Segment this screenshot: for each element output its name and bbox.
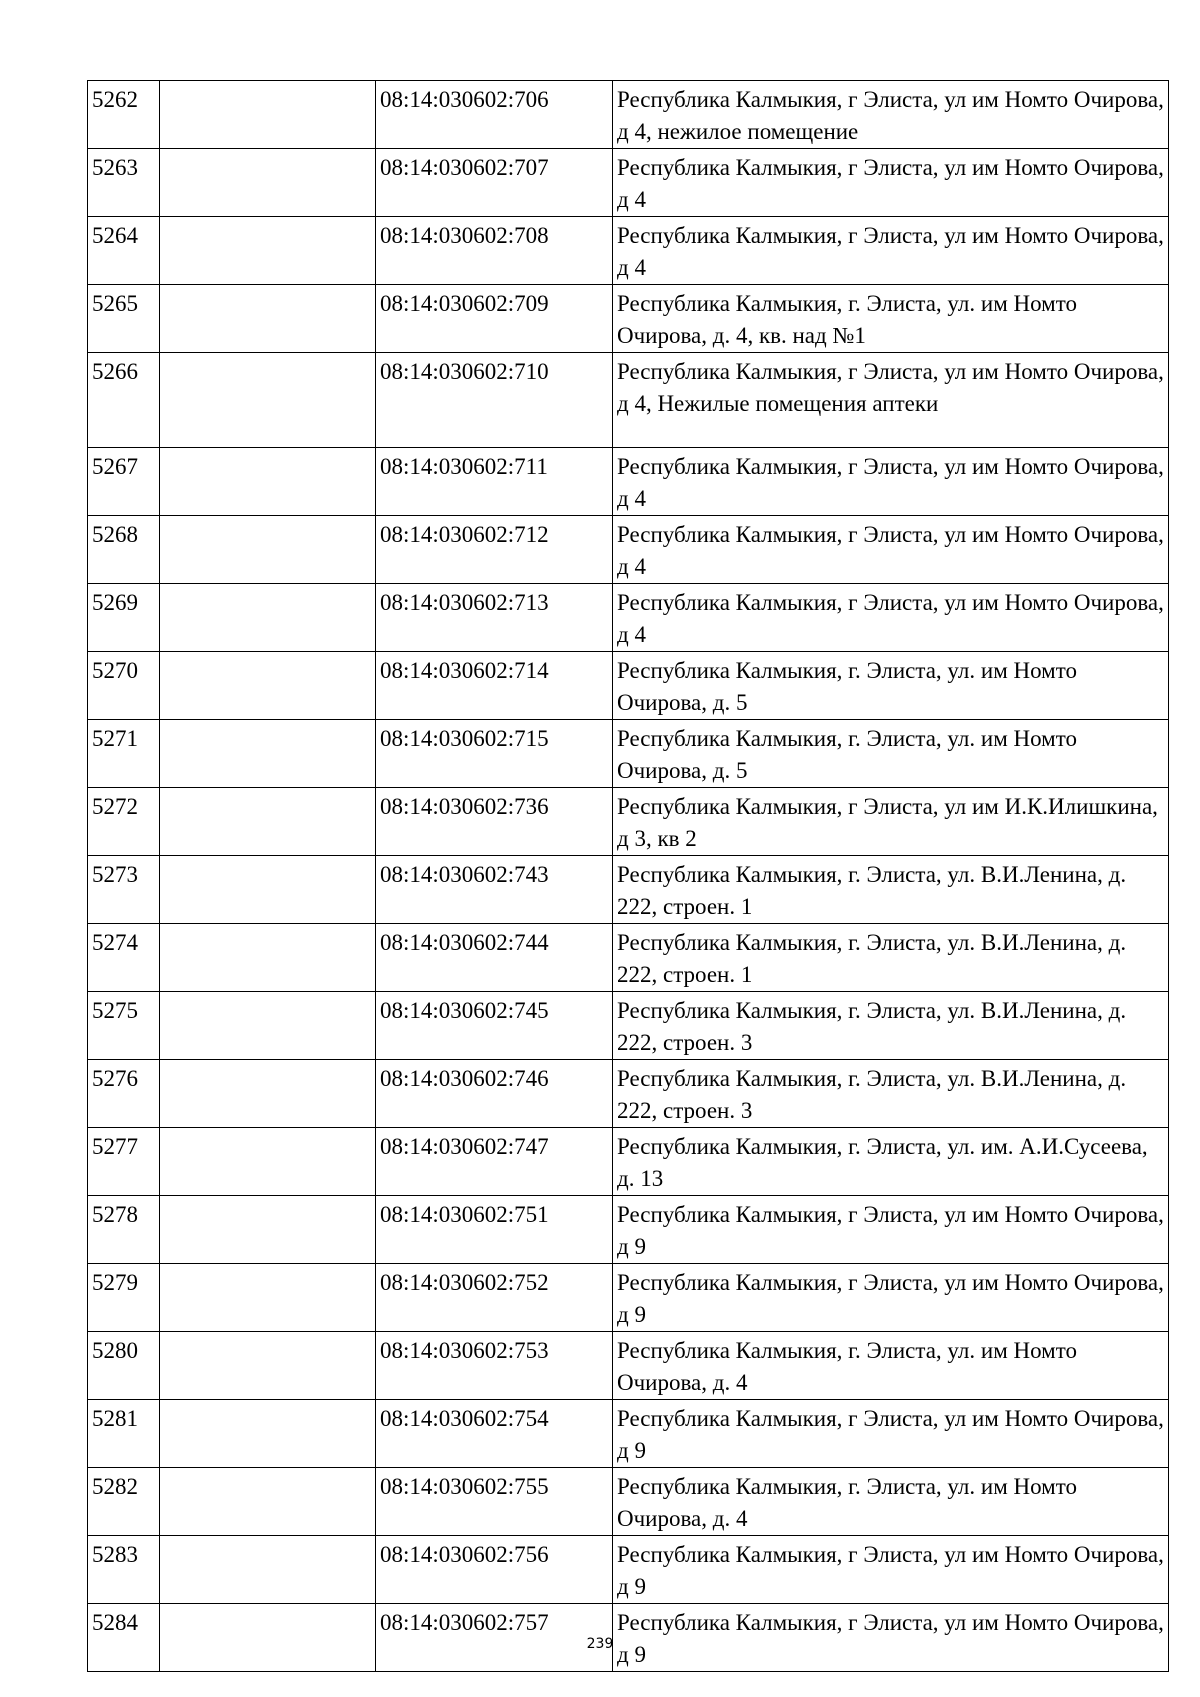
table-row xyxy=(88,720,1169,788)
row-number-cell: 5264 xyxy=(88,217,160,285)
address-cell: Республика Калмыкия, г Элиста, ул им Номто Очирова, д 9 xyxy=(613,1604,1169,1672)
blank-cell xyxy=(160,1128,376,1196)
address-cell: Республика Калмыкия, г Элиста, ул им Номто Очирова, д 9 xyxy=(613,1536,1169,1604)
cadastral-number-cell: 08:14:030602:709 xyxy=(376,285,613,353)
address-cell: Республика Калмыкия, г. Элиста, ул. В.И.Ленина, д. 222, строен. 1 xyxy=(613,924,1169,992)
table-row xyxy=(88,992,1169,1060)
blank-cell xyxy=(160,217,376,285)
address-cell: Республика Калмыкия, г. Элиста, ул. им Номто Очирова, д. 5 xyxy=(613,652,1169,720)
table-row xyxy=(88,217,1169,285)
row-number-cell: 5283 xyxy=(88,1536,160,1604)
cadastral-number-cell: 08:14:030602:754 xyxy=(376,1400,613,1468)
row-number-cell: 5282 xyxy=(88,1468,160,1536)
table-body xyxy=(88,81,1169,1672)
address-cell: Республика Калмыкия, г. Элиста, ул. им Номто Очирова, д. 4 xyxy=(613,1468,1169,1536)
cadastral-number-cell: 08:14:030602:710 xyxy=(376,353,613,448)
row-number-cell: 5270 xyxy=(88,652,160,720)
cadastral-number-cell: 08:14:030602:752 xyxy=(376,1264,613,1332)
row-number-cell: 5271 xyxy=(88,720,160,788)
table-row xyxy=(88,285,1169,353)
table-row xyxy=(88,652,1169,720)
table-row xyxy=(88,149,1169,217)
row-number-cell: 5280 xyxy=(88,1332,160,1400)
table-row xyxy=(88,584,1169,652)
blank-cell xyxy=(160,1060,376,1128)
table-row xyxy=(88,856,1169,924)
blank-cell xyxy=(160,149,376,217)
row-number-cell: 5284 xyxy=(88,1604,160,1672)
table-row xyxy=(88,1128,1169,1196)
property-register-table xyxy=(87,80,1169,1672)
blank-cell xyxy=(160,584,376,652)
blank-cell xyxy=(160,1536,376,1604)
cadastral-number-cell: 08:14:030602:736 xyxy=(376,788,613,856)
cadastral-number-cell: 08:14:030602:743 xyxy=(376,856,613,924)
cadastral-number-cell: 08:14:030602:746 xyxy=(376,1060,613,1128)
table-row xyxy=(88,516,1169,584)
cadastral-number-cell: 08:14:030602:747 xyxy=(376,1128,613,1196)
blank-cell xyxy=(160,856,376,924)
address-cell: Республика Калмыкия, г Элиста, ул им Номто Очирова, д 4 xyxy=(613,516,1169,584)
blank-cell xyxy=(160,353,376,448)
row-number-cell: 5272 xyxy=(88,788,160,856)
table-row xyxy=(88,1332,1169,1400)
row-number-cell: 5266 xyxy=(88,353,160,448)
row-number-cell: 5268 xyxy=(88,516,160,584)
row-number-cell: 5276 xyxy=(88,1060,160,1128)
table-row xyxy=(88,1196,1169,1264)
address-cell: Республика Калмыкия, г. Элиста, ул. В.И.Ленина, д. 222, строен. 1 xyxy=(613,856,1169,924)
blank-cell xyxy=(160,1332,376,1400)
table-row xyxy=(88,1060,1169,1128)
address-cell: Республика Калмыкия, г. Элиста, ул. им. А.И.Сусеева, д. 13 xyxy=(613,1128,1169,1196)
address-cell: Республика Калмыкия, г. Элиста, ул. В.И.Ленина, д. 222, строен. 3 xyxy=(613,992,1169,1060)
cadastral-number-cell: 08:14:030602:713 xyxy=(376,584,613,652)
address-cell: Республика Калмыкия, г. Элиста, ул. В.И.Ленина, д. 222, строен. 3 xyxy=(613,1060,1169,1128)
blank-cell xyxy=(160,720,376,788)
blank-cell xyxy=(160,516,376,584)
blank-cell xyxy=(160,448,376,516)
blank-cell xyxy=(160,81,376,149)
cadastral-number-cell: 08:14:030602:712 xyxy=(376,516,613,584)
address-cell: Республика Калмыкия, г Элиста, ул им Номто Очирова, д 4, Нежилые помещения аптеки xyxy=(613,353,1169,448)
address-cell: Республика Калмыкия, г. Элиста, ул. им Номто Очирова, д. 4 xyxy=(613,1332,1169,1400)
blank-cell xyxy=(160,1196,376,1264)
table-row xyxy=(88,353,1169,448)
cadastral-number-cell: 08:14:030602:757 xyxy=(376,1604,613,1672)
table-row xyxy=(88,1264,1169,1332)
blank-cell xyxy=(160,1264,376,1332)
address-cell: Республика Калмыкия, г Элиста, ул им Номто Очирова, д 4 xyxy=(613,217,1169,285)
address-cell: Республика Калмыкия, г Элиста, ул им И.К.Илишкина, д 3, кв 2 xyxy=(613,788,1169,856)
row-number-cell: 5278 xyxy=(88,1196,160,1264)
row-number-cell: 5265 xyxy=(88,285,160,353)
row-number-cell: 5275 xyxy=(88,992,160,1060)
cadastral-number-cell: 08:14:030602:707 xyxy=(376,149,613,217)
blank-cell xyxy=(160,652,376,720)
table-row xyxy=(88,81,1169,149)
row-number-cell: 5262 xyxy=(88,81,160,149)
cadastral-number-cell: 08:14:030602:751 xyxy=(376,1196,613,1264)
row-number-cell: 5281 xyxy=(88,1400,160,1468)
address-cell: Республика Калмыкия, г Элиста, ул им Номто Очирова, д 4 xyxy=(613,149,1169,217)
row-number-cell: 5269 xyxy=(88,584,160,652)
blank-cell xyxy=(160,1468,376,1536)
address-cell: Республика Калмыкия, г Элиста, ул им Номто Очирова, д 9 xyxy=(613,1196,1169,1264)
blank-cell xyxy=(160,788,376,856)
blank-cell xyxy=(160,1400,376,1468)
address-cell: Республика Калмыкия, г Элиста, ул им Номто Очирова, д 4 xyxy=(613,448,1169,516)
cadastral-number-cell: 08:14:030602:706 xyxy=(376,81,613,149)
cadastral-number-cell: 08:14:030602:755 xyxy=(376,1468,613,1536)
cadastral-number-cell: 08:14:030602:715 xyxy=(376,720,613,788)
address-cell: Республика Калмыкия, г Элиста, ул им Номто Очирова, д 4, нежилое помещение xyxy=(613,81,1169,149)
table-row xyxy=(88,788,1169,856)
cadastral-number-cell: 08:14:030602:756 xyxy=(376,1536,613,1604)
table-row xyxy=(88,1400,1169,1468)
cadastral-number-cell: 08:14:030602:753 xyxy=(376,1332,613,1400)
cadastral-number-cell: 08:14:030602:744 xyxy=(376,924,613,992)
row-number-cell: 5274 xyxy=(88,924,160,992)
address-cell: Республика Калмыкия, г Элиста, ул им Номто Очирова, д 9 xyxy=(613,1264,1169,1332)
blank-cell xyxy=(160,924,376,992)
cadastral-number-cell: 08:14:030602:714 xyxy=(376,652,613,720)
table-row xyxy=(88,448,1169,516)
cadastral-number-cell: 08:14:030602:708 xyxy=(376,217,613,285)
table-row xyxy=(88,1536,1169,1604)
address-cell: Республика Калмыкия, г Элиста, ул им Номто Очирова, д 9 xyxy=(613,1400,1169,1468)
row-number-cell: 5267 xyxy=(88,448,160,516)
blank-cell xyxy=(160,992,376,1060)
table-row xyxy=(88,1468,1169,1536)
cadastral-number-cell: 08:14:030602:745 xyxy=(376,992,613,1060)
row-number-cell: 5263 xyxy=(88,149,160,217)
address-cell: Республика Калмыкия, г. Элиста, ул. им Номто Очирова, д. 5 xyxy=(613,720,1169,788)
cadastral-number-cell: 08:14:030602:711 xyxy=(376,448,613,516)
address-cell: Республика Калмыкия, г. Элиста, ул. им Номто Очирова, д. 4, кв. над №1 xyxy=(613,285,1169,353)
row-number-cell: 5273 xyxy=(88,856,160,924)
row-number-cell: 5279 xyxy=(88,1264,160,1332)
address-cell: Республика Калмыкия, г Элиста, ул им Номто Очирова, д 4 xyxy=(613,584,1169,652)
page-number: 239 xyxy=(586,1636,614,1652)
table-row xyxy=(88,924,1169,992)
row-number-cell: 5277 xyxy=(88,1128,160,1196)
blank-cell xyxy=(160,285,376,353)
